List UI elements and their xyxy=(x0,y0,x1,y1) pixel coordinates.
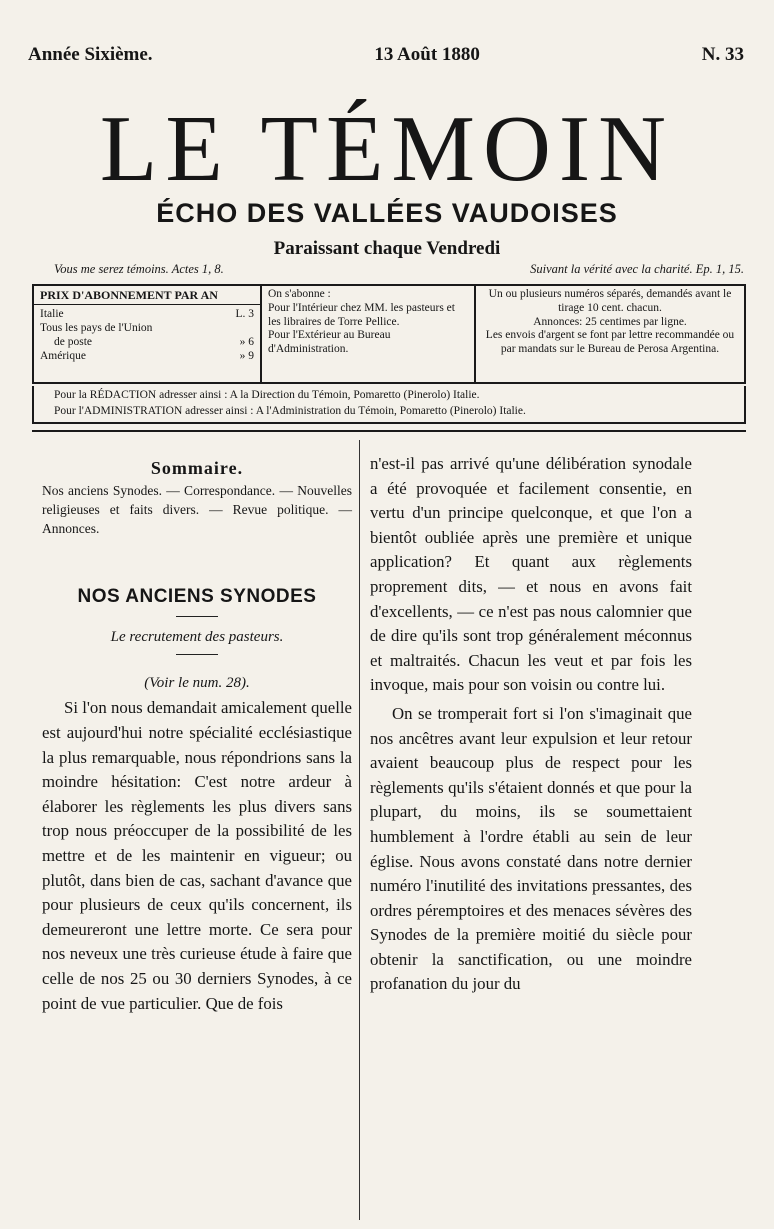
left-column xyxy=(42,452,352,1016)
subscribe-heading: On s'abonne : xyxy=(268,288,331,300)
sommaire-title: Sommaire. xyxy=(150,458,244,478)
issue-header xyxy=(28,44,744,74)
price-value: » 9 xyxy=(239,349,254,362)
price-value: » 6 xyxy=(239,335,254,348)
article-paragraph: n'est-il pas arrivé qu'une délibération synodale a été provoquée et facilement consentie, en vertu d'un principe quelconque, et que l'on a bientôt oubliée après une première et unique application? Et quant aux règlements proprement dits, — et nous en avons fait d'excellents, — ce n'est pas nous calomnier que de dire qu'ils sont trop généralement méconnus et maltraités. Chacun les veut et par fois les invoque, mais pour son voisin ou contre lui. xyxy=(370,454,692,695)
price-label: Tous les pays de l'Union xyxy=(40,322,153,335)
notice-payment: Les envois d'argent se font par lettre recommandée ou par mandats sur le Bureau de Perosa Argentina. xyxy=(485,329,735,356)
price-row xyxy=(40,308,254,322)
subscribe-column xyxy=(262,286,476,382)
price-row xyxy=(40,322,254,336)
motto-line xyxy=(54,262,744,277)
address-administration: Pour l'ADMINISTRATION adresser ainsi : A l'Administration du Témoin, Pomaretto (Pinerolo) Italie. xyxy=(54,404,526,417)
masthead-subtitle: ÉCHO DES VALLÉES VAUDOISES xyxy=(156,198,618,228)
address-redaction: Pour la RÉDACTION adresser ainsi : A la Direction du Témoin, Pomaretto (Pinerolo) Italie. xyxy=(54,389,480,401)
issue-date: 13 Août 1880 xyxy=(374,44,480,65)
price-title: PRIX D'ABONNEMENT PAR AN xyxy=(34,288,260,305)
subscription-box xyxy=(32,284,746,384)
article-reference: (Voir le num. 28). xyxy=(144,675,250,692)
price-label: Amérique xyxy=(40,349,86,362)
notice-single-issue: Un ou plusieurs numéros séparés, demandés avant le tirage 10 cent. chacun. xyxy=(488,288,732,314)
subscribe-exterior: Pour l'Extérieur au Bureau d'Administration. xyxy=(268,329,391,356)
article-paragraph: Si l'on nous demandait amicalement quelle est aujourd'hui notre spécialité ecclésiastique la plus remarquable, nous répondrions sans la moindre hésitation: C'est notre ardeur à élaborer les règlements les plus divers sans trop nous préoccuper de la possibilité de les mettre et de les maintenir en vigueur; ou plutôt, dans bien de cas, sachant d'avance que pour plusieurs de ceux qu'ils concernent, ils demeureront une lettre morte. Ce sera pour nos neveux une très curieuse étude à faire que celle de nos 25 ou 30 derniers Synodes, à ce point de vue particulier. Que de fois xyxy=(42,698,352,1013)
title-rule xyxy=(176,616,218,617)
sommaire-body: Nos anciens Synodes. — Correspondance. — Nouvelles religieuses et faits divers. — Revue politique. — Annonces. xyxy=(42,483,352,537)
issue-number: N. 33 xyxy=(701,44,744,65)
price-row xyxy=(40,350,254,364)
subscribe-interior: Pour l'Intérieur chez MM. les pasteurs et les libraires de Torre Pellice. xyxy=(268,301,455,328)
article-title: NOS ANCIENS SYNODES xyxy=(77,586,317,608)
price-value: L. 3 xyxy=(235,308,254,321)
price-label: Italie xyxy=(40,308,64,321)
price-row xyxy=(40,336,254,350)
motto-left: Vous me serez témoins. Actes 1, 8. xyxy=(54,262,224,276)
column-divider xyxy=(359,440,360,1220)
article-paragraph: On se tromperait fort si l'on s'imaginait que nos ancêtres avant leur expulsion et leur retour avaient beaucoup plus de respect pour les règlements qu'ils s'étaient donnés et que pour la plupart, du moins, ils se soumettaient humblement à l'ordre établi au sein de leur église. Nous avons constaté dans notre dernier numéro l'inutilité des invitations pressantes, des ordres péremptoires et des menaces sévères des Synodes de la première moitié du siècle pour obtenir la sanctification, ou une moindre profanation du jour du xyxy=(370,703,692,994)
notice-ads: Annonces: 25 centimes par ligne. xyxy=(533,315,687,328)
price-label: de poste xyxy=(54,335,93,348)
header-divider xyxy=(32,430,746,432)
masthead-title: LE TÉMOIN xyxy=(99,97,675,201)
article-subtitle: Le recrutement des pasteurs. xyxy=(110,629,284,646)
address-box xyxy=(32,386,746,424)
price-column xyxy=(34,286,262,382)
right-column xyxy=(370,452,692,997)
notices-column xyxy=(476,286,744,382)
motto-right: Suivant la vérité avec la charité. Ep. 1, 15. xyxy=(530,262,744,276)
issue-year: Année Sixième. xyxy=(28,44,153,65)
publication-frequency: Paraissant chaque Vendredi xyxy=(273,238,501,259)
subtitle-rule xyxy=(176,654,218,655)
